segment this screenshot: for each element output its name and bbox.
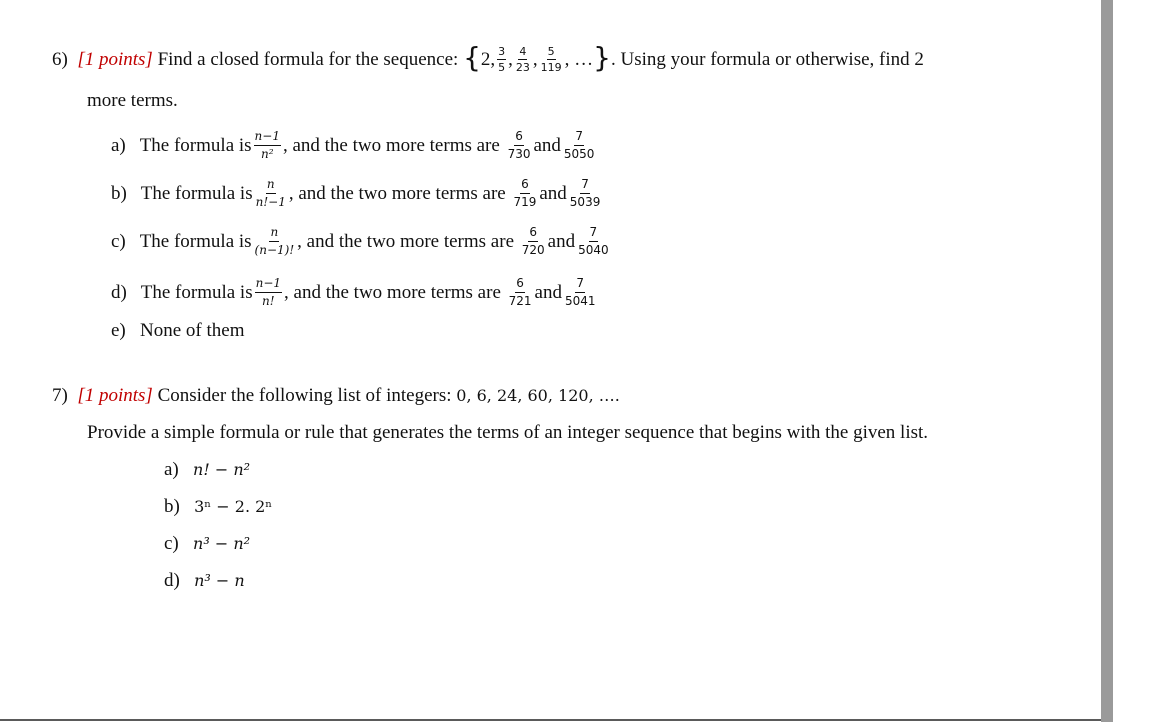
q6-option-b-term-2-den: 5039 — [569, 195, 601, 209]
q6-option-a-term-2-num: 7 — [574, 130, 584, 146]
q7-option-a[interactable] — [164, 459, 250, 481]
q6-option-a-prefix: The formula is — [139, 134, 252, 156]
q6-option-c[interactable] — [111, 227, 612, 258]
q6-seq-term-2-den: 23 — [515, 61, 530, 74]
q6-option-d-middle: , and the two more terms are — [284, 281, 501, 303]
q6-option-a-middle: , and the two more terms are — [282, 134, 500, 156]
q6-option-b-formula-num: n — [266, 178, 276, 194]
q6-text-continued: more terms. — [87, 90, 178, 111]
q7-option-b-label: b) — [164, 496, 180, 517]
q6-option-d-term-1-num: 6 — [515, 277, 525, 293]
q6-seq-comma-2: , — [532, 48, 538, 70]
q6-option-c-and: and — [547, 230, 576, 252]
q6-option-d-formula — [255, 277, 282, 308]
q6-option-d-formula-num: n−1 — [255, 277, 282, 293]
q6-option-c-term-1-num: 6 — [528, 226, 538, 242]
q6-option-a-formula-num: n−1 — [254, 130, 281, 146]
q6-seq-ellipsis: … — [574, 48, 594, 70]
q6-seq-comma-3: , — [564, 48, 570, 70]
q6-option-d-term-1-den: 721 — [508, 294, 532, 308]
q6-option-c-term-2-den: 5040 — [578, 243, 609, 257]
q7-number: 7) — [52, 385, 68, 406]
q6-seq-term-3-den: 119 — [540, 61, 562, 74]
q6-option-c-term-2 — [577, 226, 610, 257]
q6-option-c-formula-den: (n−1)! — [254, 243, 295, 257]
q6-seq-term-1 — [497, 46, 506, 73]
q7-points: [1 points] — [77, 385, 153, 406]
q7-header — [52, 385, 620, 407]
q6-seq-term-1-den: 5 — [498, 61, 506, 74]
q7-option-a-formula: n! − n² — [193, 460, 251, 479]
q6-option-c-prefix: The formula is — [139, 230, 252, 252]
q6-option-c-term-2-num: 7 — [589, 226, 599, 242]
q6-option-a-term-2 — [563, 130, 596, 161]
q6-option-b-term-2-num: 7 — [580, 178, 590, 194]
q7-option-c[interactable] — [164, 533, 250, 555]
q6-option-a-formula-den: n² — [260, 147, 274, 161]
q7-option-b[interactable] — [164, 496, 272, 518]
q6-option-e-text: None of them — [140, 320, 245, 341]
q6-option-b-term-1-den: 719 — [513, 195, 537, 209]
q7-option-c-formula: n³ − n² — [193, 534, 251, 553]
q6-option-d[interactable] — [111, 278, 599, 309]
q6-option-c-middle: , and the two more terms are — [297, 230, 514, 252]
q6-option-b-term-1 — [512, 178, 537, 209]
q6-option-d-term-1 — [508, 277, 533, 308]
q6-seq-comma-1: , — [508, 48, 513, 70]
q6-option-d-and: and — [534, 281, 562, 303]
q6-option-c-label: c) — [111, 230, 126, 252]
q7-option-a-label: a) — [164, 459, 179, 480]
q6-option-d-term-2-num: 7 — [575, 277, 585, 293]
q7-option-c-label: c) — [164, 533, 179, 554]
q6-option-d-prefix: The formula is — [140, 281, 253, 303]
q6-seq-lbrace: { — [463, 40, 481, 74]
q6-option-d-term-2-den: 5041 — [564, 294, 596, 308]
q7-option-d-label: d) — [164, 570, 180, 591]
q6-option-b-formula-den: n!−1 — [255, 195, 286, 209]
q6-seq-term-2 — [515, 46, 531, 73]
q6-option-c-formula — [254, 226, 296, 257]
q6-option-a[interactable] — [111, 131, 597, 162]
q6-option-a-label: a) — [111, 134, 126, 156]
q7-option-b-formula: 3ⁿ − 2. 2ⁿ — [194, 497, 273, 516]
q7-text: Consider the following list of integers: — [157, 385, 452, 406]
q6-option-d-formula-den: n! — [262, 294, 275, 308]
q7-option-d[interactable] — [164, 570, 245, 592]
q6-option-b-middle: , and the two more terms are — [288, 182, 506, 204]
q6-seq-term-2-num: 4 — [519, 45, 527, 58]
q6-text-after: . Using your formula or otherwise, find 2 — [610, 48, 924, 70]
q7-option-d-formula: n³ − n — [194, 571, 245, 590]
q6-option-b-and: and — [539, 182, 567, 204]
q6-option-e-label: e) — [111, 320, 126, 341]
vertical-scrollbar[interactable] — [1101, 0, 1113, 722]
q6-option-b[interactable] — [111, 179, 603, 210]
q6-option-a-formula — [254, 130, 281, 161]
q7-integer-list: 0, 6, 24, 60, 120, …. — [456, 386, 620, 405]
q6-option-a-term-1-den: 730 — [507, 147, 531, 161]
q6-seq-term-3 — [540, 46, 563, 73]
q6-option-c-term-1 — [521, 226, 546, 257]
q6-text-before: Find a closed formula for the sequence: — [157, 48, 459, 70]
q6-header — [52, 40, 924, 74]
q6-option-b-label: b) — [111, 182, 127, 204]
q7-prompt: Provide a simple formula or rule that generates the terms of an integer sequence that begins with the given list. — [87, 422, 929, 443]
q6-option-b-formula — [255, 178, 287, 209]
q6-seq-rbrace: } — [593, 40, 611, 74]
q6-option-a-term-2-den: 5050 — [563, 147, 595, 161]
q6-option-b-prefix: The formula is — [140, 182, 253, 204]
page-bottom-border — [0, 719, 1101, 721]
q6-number: 6) — [52, 48, 68, 70]
q6-seq-first: 2, — [480, 48, 496, 70]
q6-seq-term-3-num: 5 — [547, 45, 555, 58]
q6-option-d-term-2 — [564, 277, 597, 308]
q6-option-c-formula-num: n — [269, 226, 279, 242]
q6-option-a-term-1 — [507, 130, 532, 161]
q6-option-b-term-2 — [569, 178, 602, 209]
q6-seq-term-1-num: 3 — [498, 45, 506, 58]
q6-option-c-term-1-den: 720 — [521, 243, 545, 257]
q6-points: [1 points] — [77, 48, 153, 70]
q6-option-a-term-1-num: 6 — [514, 130, 524, 146]
q6-option-a-and: and — [533, 134, 561, 156]
q6-option-b-term-1-num: 6 — [520, 178, 530, 194]
q6-option-d-label: d) — [111, 281, 127, 303]
q6-option-e[interactable] — [111, 320, 245, 342]
